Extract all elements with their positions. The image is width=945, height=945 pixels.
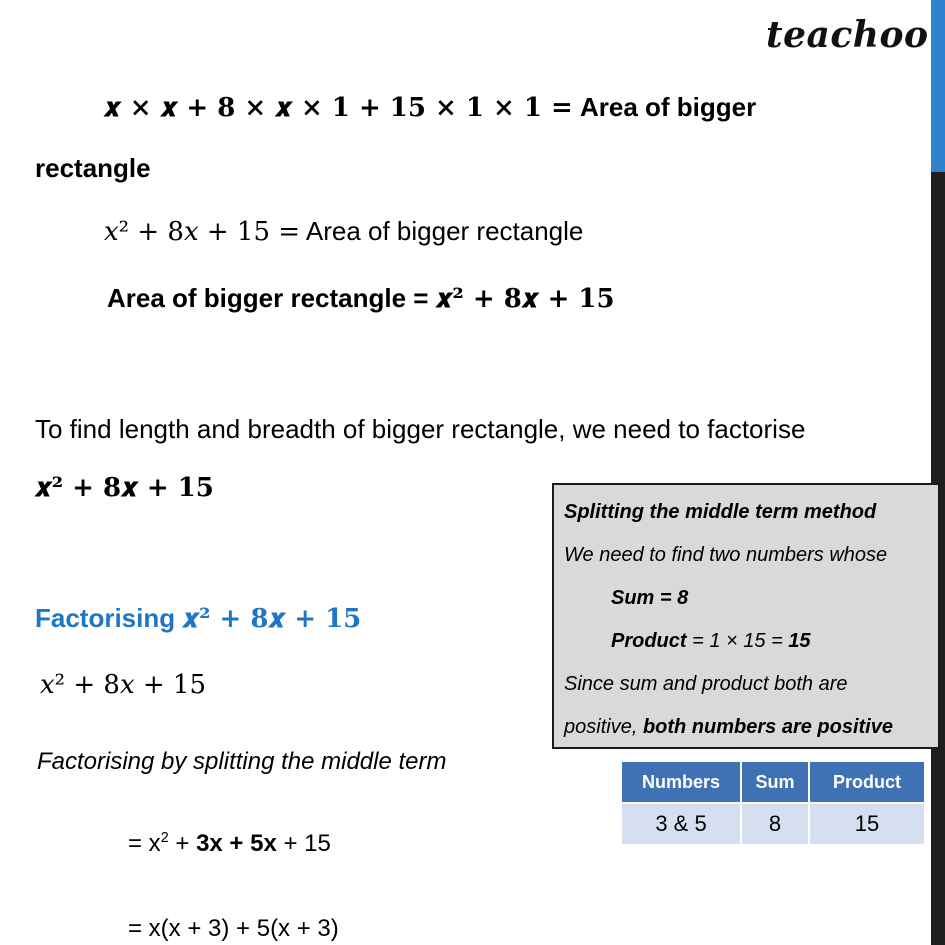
area-expression-line [104,92,756,124]
box-sum: Sum = 8 [611,587,689,609]
column-header-sum: Sum [742,762,808,802]
box-product [611,630,811,653]
step-1-start: = x [128,830,161,857]
find-math: 𝒙² + 𝟖𝒙 + 𝟏𝟓 [35,473,214,503]
result-line [107,283,615,315]
area-label: Area of bigger [580,92,757,122]
numbers-table [620,760,926,846]
heading-math: 𝒙² + 𝟖𝒙 + 𝟏𝟓 [182,604,362,634]
box-note-2-start: positive, [564,716,643,738]
area-label-continued: rectangle [35,153,151,183]
table-row [622,804,924,844]
scrollbar-thumb[interactable] [931,0,945,172]
step-2: = x(x + 3) + 5(x + 3) [128,915,339,942]
brand-logo: teachoo [766,14,929,56]
column-header-numbers: Numbers [622,762,740,802]
box-product-calc: = 1 × 15 = [686,630,789,652]
box-title: Splitting the middle term method [564,501,877,523]
box-intro: We need to find two numbers whose [564,544,888,566]
equation-text: Area of bigger rectangle [305,216,584,246]
box-note-1: Since sum and product both are [564,673,848,695]
box-product-label: Product [611,630,687,652]
find-text: To find length and breadth of bigger rectangle, we need to factorise [35,414,806,444]
box-product-value: 15 [788,630,811,652]
method-note-box [552,483,940,749]
box-note-2-bold: both numbers are positive [642,716,893,738]
heading-text: Factorising [35,603,176,633]
step-1-exponent: 2 [160,830,169,846]
area-expression: 𝒙 × 𝒙 + 𝟖 × 𝒙 × 𝟏 + 𝟏𝟓 × 𝟏 × 𝟏 = [104,93,573,123]
result-math: 𝒙² + 𝟖𝒙 + 𝟏𝟓 [435,284,615,314]
column-header-product: Product [810,762,924,802]
step-1-split-terms: 3x + 5x [196,830,277,857]
step-1-end: + 15 [276,830,331,857]
equation-line [104,216,583,247]
table-header-row [622,762,924,802]
step-1 [128,830,331,858]
expression: 𝑥² + 8𝑥 + 15 [40,670,207,700]
equation-math: 𝑥² + 8𝑥 + 15 = [104,217,301,247]
step-1-plus: + [168,830,197,857]
cell-sum: 8 [742,804,808,844]
result-text: Area of bigger rectangle = [107,283,429,313]
method-note: Factorising by splitting the middle term [37,748,447,775]
factorising-heading [35,603,361,635]
cell-numbers: 3 & 5 [622,804,740,844]
cell-product: 15 [810,804,924,844]
box-note-2 [564,716,893,739]
